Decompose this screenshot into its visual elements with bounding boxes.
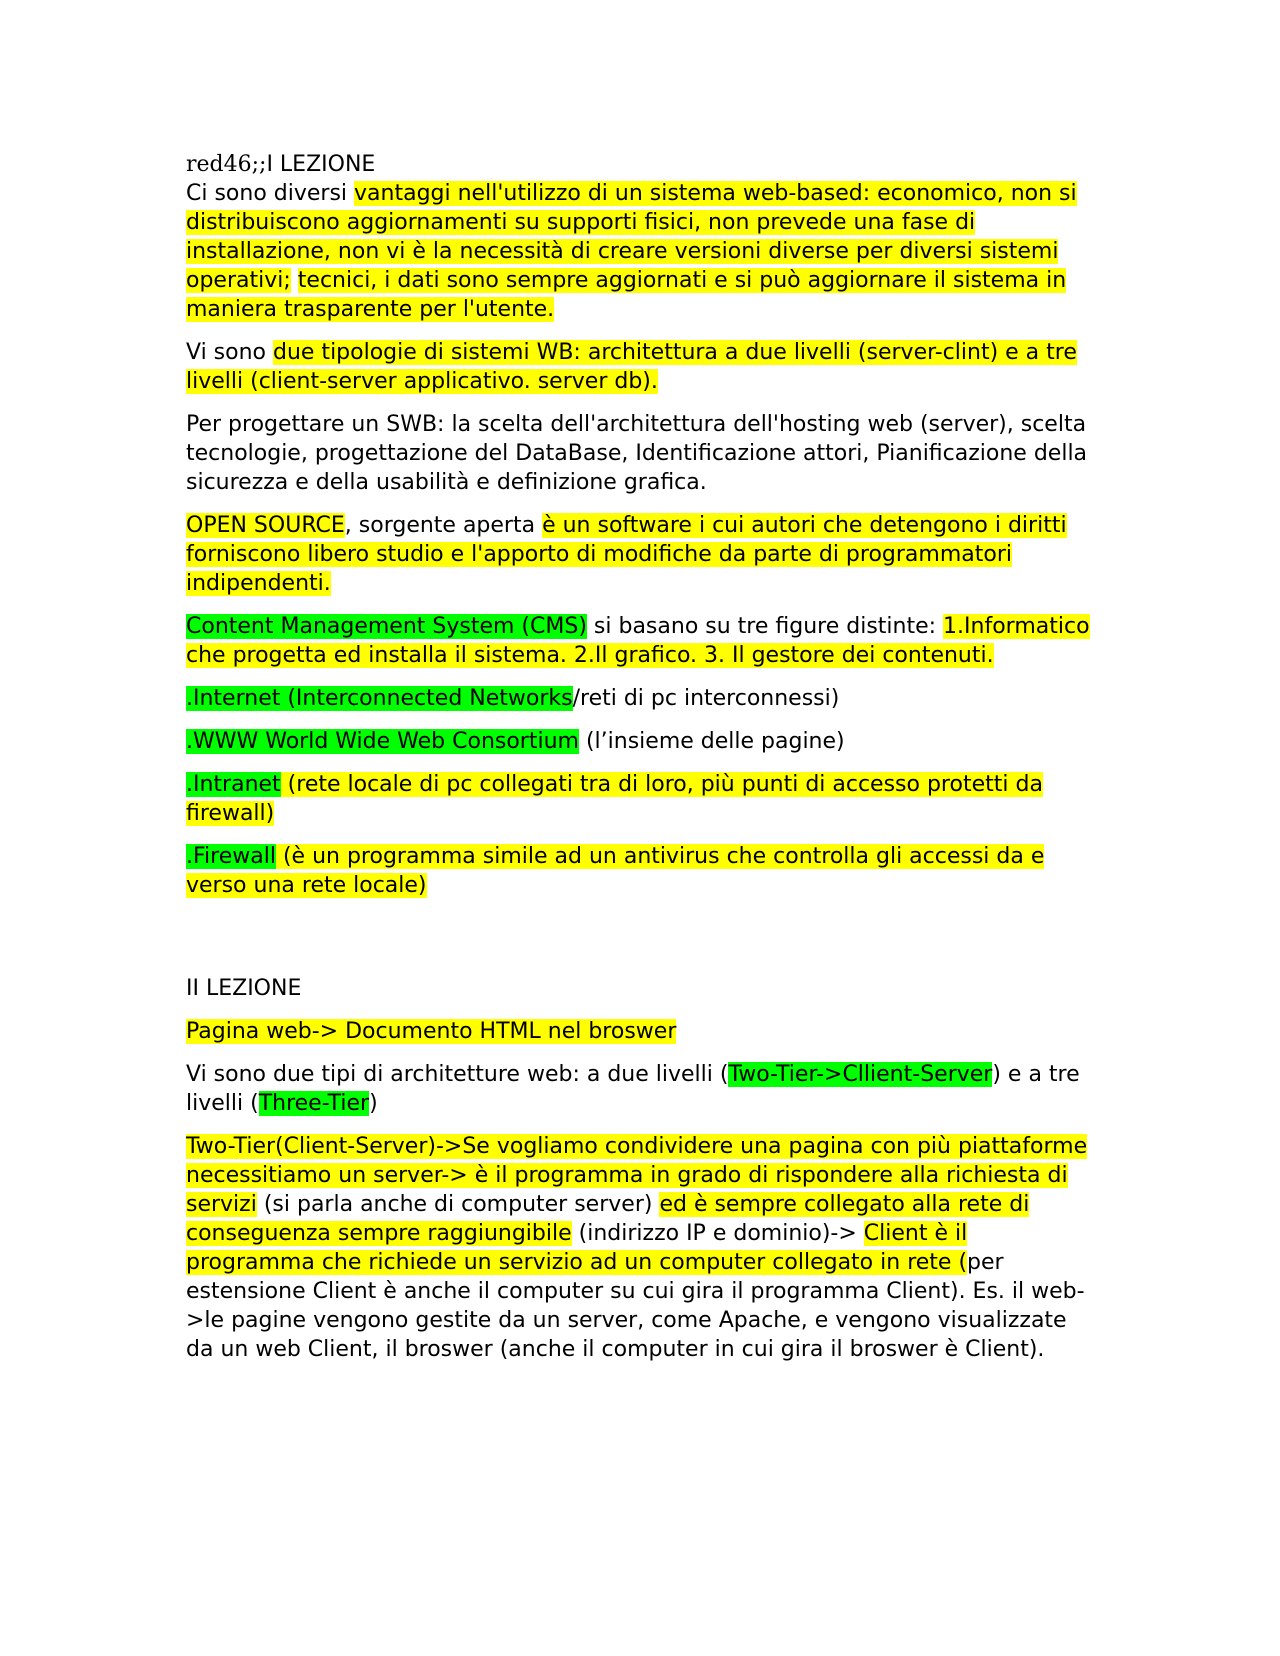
text-run: (si parla anche di computer server) xyxy=(256,1192,660,1217)
paragraph-firewall xyxy=(186,842,1096,900)
text-run: Ci sono diversi xyxy=(186,181,355,206)
paragraph-open-source xyxy=(186,511,1096,598)
paragraph-internet xyxy=(186,684,1096,713)
highlighted-text-run: OPEN SOURCE xyxy=(186,513,345,538)
text-run: (l’insieme delle pagine) xyxy=(578,729,845,754)
highlighted-text-run: .Internet (Interconnected Networks xyxy=(186,686,573,711)
paragraph-two-tier xyxy=(186,1132,1096,1364)
highlighted-text-run: è un software i cui autori che detengono i diritti forniscono libero studio e l'apporto di modifiche da parte di programmatori indipendenti. xyxy=(186,513,1067,596)
highlighted-text-run: .Intranet xyxy=(186,772,281,797)
paragraph-web-page xyxy=(186,1017,1096,1046)
highlighted-text-run: .WWW World Wide Web Consortium xyxy=(186,729,579,754)
highlighted-text-run: Client è il programma che richiede un servizio ad un computer collegato in rete ( xyxy=(186,1221,968,1275)
document-page xyxy=(186,150,1096,1378)
highlighted-text-run: ed è sempre collegato alla rete di conseguenza sempre raggiungibile xyxy=(186,1192,1030,1246)
paragraph-cms xyxy=(186,612,1096,670)
highlighted-text-run: .Firewall xyxy=(186,844,276,869)
heading-prefix: red46;; xyxy=(186,152,267,177)
highlighted-text-run: (rete locale di pc collegati tra di loro, più punti di accesso protetti da firewall) xyxy=(186,772,1043,826)
section-spacer xyxy=(186,914,1096,974)
highlighted-text-run: Content Management System (CMS) xyxy=(186,614,587,639)
highlighted-text-run: 1.Informatico che progetta ed installa il sistema. 2.Il grafico. 3. Il gestore dei contenuti. xyxy=(186,614,1090,668)
paragraph-swb-design xyxy=(186,410,1096,497)
text-run: (indirizzo IP e dominio)-> xyxy=(571,1221,864,1246)
text-run: , sorgente aperta xyxy=(344,513,543,538)
text-run: Vi sono xyxy=(186,340,273,365)
highlighted-text-run: Pagina web-> Documento HTML nel broswer xyxy=(186,1019,677,1044)
paragraph-intranet xyxy=(186,770,1096,828)
highlighted-text-run: tecnici, i dati sono sempre aggiornati e si può aggiornare il sistema in maniera trasparente per l'utente. xyxy=(186,268,1067,322)
lesson-2-heading: II LEZIONE xyxy=(186,976,302,1001)
text-run: Vi sono due tipi di architetture web: a due livelli ( xyxy=(186,1062,729,1087)
highlighted-text-run: Two-Tier->Cllient-Server xyxy=(728,1062,993,1087)
text-run: ) xyxy=(369,1091,378,1116)
paragraph-web-based-advantages xyxy=(186,179,1096,324)
highlighted-text-run: vantaggi nell'utilizzo di un sistema web-based: economico, non si distribuiscono aggiornamenti su supporti fisici, non prevede una fase di installazione, non vi è la necessità di creare versioni diverse per diversi sistemi operativi; xyxy=(186,181,1077,293)
paragraph-architectures xyxy=(186,1060,1096,1118)
text-run: si basano su tre figure distinte: xyxy=(586,614,944,639)
highlighted-text-run: Two-Tier(Client-Server)->Se vogliamo condividere una pagina con più piattaforme necessitiamo un server-> è il programma in grado di rispondere alla richiesta di servizi xyxy=(186,1134,1088,1217)
text-run xyxy=(291,268,298,293)
paragraph-www xyxy=(186,727,1096,756)
heading-text: I LEZIONE xyxy=(266,152,376,177)
text-run: per estensione Client è anche il computer su cui gira il programma Client). Es. il web->le pagine vengono gestite da un server, come Apache, e vengono visualizzate da un web Client, il broswer (anche il computer in cui gira il broswer è Client). xyxy=(186,1250,1085,1362)
paragraph-wb-typologies xyxy=(186,338,1096,396)
highlighted-text-run: due tipologie di sistemi WB: architettura a due livelli (server-clint) e a tre livelli (client-server applicativo. server db). xyxy=(186,340,1077,394)
text-run: Per progettare un SWB: la scelta dell'architettura dell'hosting web (server), scelta tecnologie, progettazione del DataBase, Identificazione attori, Pianificazione della sicurezza e della usabilità e definizione grafica. xyxy=(186,412,1088,495)
lesson-1-heading xyxy=(186,150,1096,179)
text-run: /reti di pc interconnessi) xyxy=(572,686,840,711)
highlighted-text-run: (è un programma simile ad un antivirus che controlla gli accessi da e verso una rete locale) xyxy=(186,844,1045,898)
highlighted-text-run: Three-Tier xyxy=(258,1091,370,1116)
text-run: ) e a tre livelli ( xyxy=(186,1062,1080,1116)
